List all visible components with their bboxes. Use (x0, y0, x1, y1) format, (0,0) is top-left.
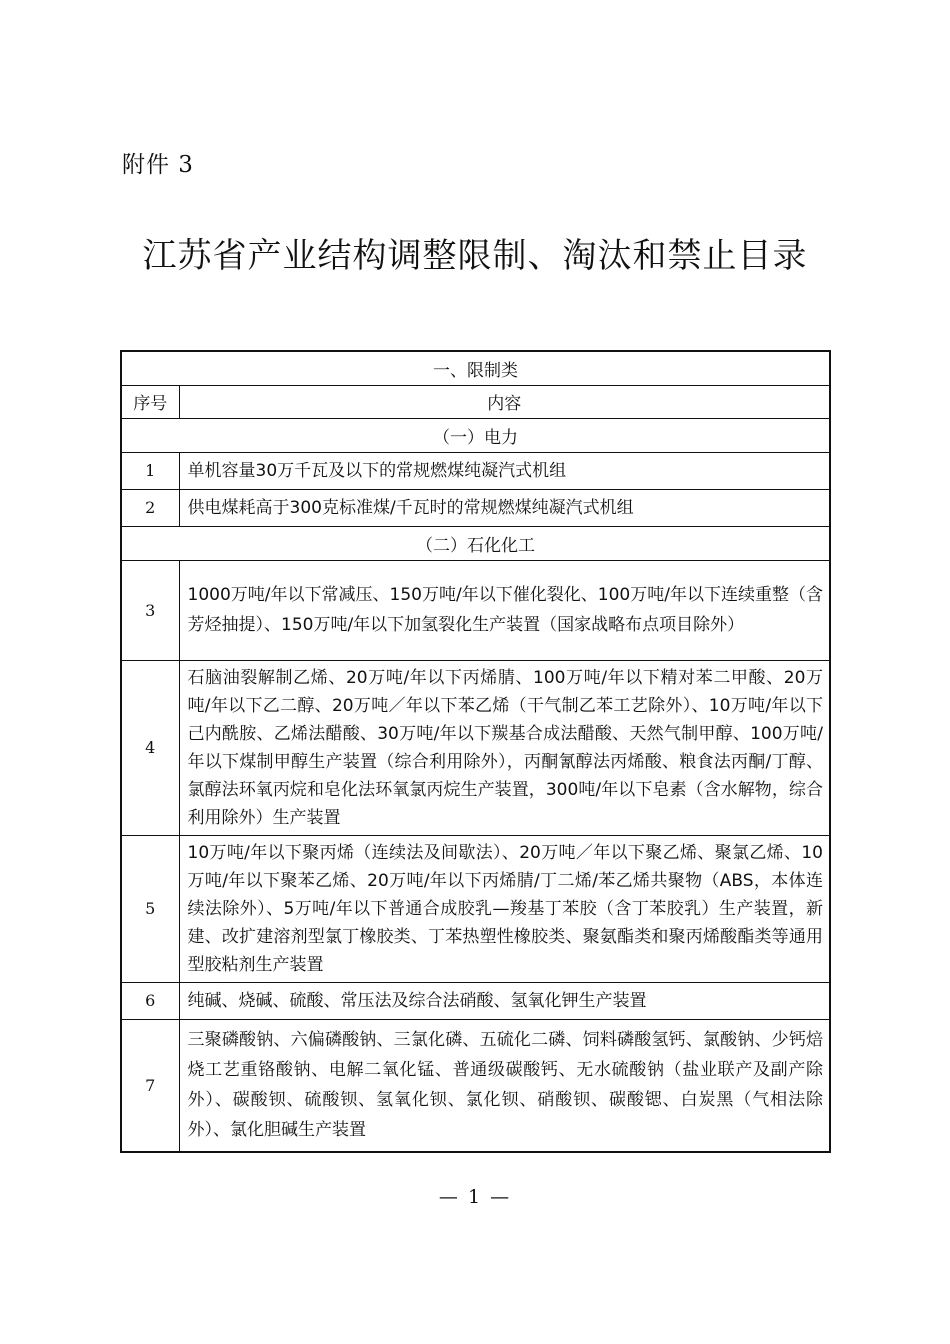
section-heading-petrochem: （二）石化化工 (121, 526, 830, 560)
catalog-table (120, 350, 831, 1153)
table-row (121, 489, 830, 526)
header-row (121, 385, 830, 418)
column-header-index: 序号 (121, 385, 179, 418)
category-heading: 一、限制类 (121, 351, 830, 385)
table-row (121, 660, 830, 835)
table-row (121, 560, 830, 660)
row-number: 7 (121, 1019, 179, 1152)
table-row (121, 982, 830, 1019)
row-number: 3 (121, 560, 179, 660)
category-row (121, 351, 830, 385)
column-header-content: 内容 (179, 385, 830, 418)
row-content: 供电煤耗高于300克标准煤/千瓦时的常规燃煤纯凝汽式机组 (179, 489, 830, 526)
table-row (121, 835, 830, 982)
row-number: 1 (121, 452, 179, 489)
row-number: 4 (121, 660, 179, 835)
page-number: — 1 — (438, 1186, 512, 1208)
section-heading-power: （一）电力 (121, 418, 830, 452)
document-title: 江苏省产业结构调整限制、淘汰和禁止目录 (142, 236, 808, 276)
table-row (121, 1019, 830, 1152)
section-row (121, 418, 830, 452)
row-content: 10万吨/年以下聚丙烯（连续法及间歇法）、20万吨／年以下聚乙烯、聚氯乙烯、10万吨/年以下聚苯乙烯、20万吨/年以下丙烯腈/丁二烯/苯乙烯共聚物（ABS，本体连续法除外）、5万吨/年以下普通合成胶乳—羧基丁苯胶（含丁苯胶乳）生产装置，新建、改扩建溶剂型氯丁橡胶类、丁苯热塑性橡胶类、聚氨酯类和聚丙烯酸酯类等通用型胶粘剂生产装置 (179, 835, 830, 982)
table-row (121, 452, 830, 489)
row-content: 1000万吨/年以下常减压、150万吨/年以下催化裂化、100万吨/年以下连续重整（含芳烃抽提）、150万吨/年以下加氢裂化生产装置（国家战略布点项目除外） (179, 560, 830, 660)
section-row (121, 526, 830, 560)
row-number: 2 (121, 489, 179, 526)
row-number: 6 (121, 982, 179, 1019)
row-content: 单机容量30万千瓦及以下的常规燃煤纯凝汽式机组 (179, 452, 830, 489)
row-content: 石脑油裂解制乙烯、20万吨/年以下丙烯腈、100万吨/年以下精对苯二甲酸、20万吨/年以下乙二醇、20万吨／年以下苯乙烯（干气制乙苯工艺除外）、10万吨/年以下己内酰胺、乙烯法醋酸、30万吨/年以下羰基合成法醋酸、天然气制甲醇、100万吨/年以下煤制甲醇生产装置（综合利用除外），丙酮氰醇法丙烯酸、粮食法丙酮/丁醇、氯醇法环氧丙烷和皂化法环氧氯丙烷生产装置，300吨/年以下皂素（含水解物，综合利用除外）生产装置 (179, 660, 830, 835)
row-content: 三聚磷酸钠、六偏磷酸钠、三氯化磷、五硫化二磷、饲料磷酸氢钙、氯酸钠、少钙焙烧工艺重铬酸钠、电解二氧化锰、普通级碳酸钙、无水硫酸钠（盐业联产及副产除外）、碳酸钡、硫酸钡、氢氧化钡、氯化钡、硝酸钡、碳酸锶、白炭黑（气相法除外）、氯化胆碱生产装置 (179, 1019, 830, 1152)
row-content: 纯碱、烧碱、硫酸、常压法及综合法硝酸、氢氧化钾生产装置 (179, 982, 830, 1019)
row-number: 5 (121, 835, 179, 982)
attachment-label: 附件 3 (122, 152, 194, 178)
